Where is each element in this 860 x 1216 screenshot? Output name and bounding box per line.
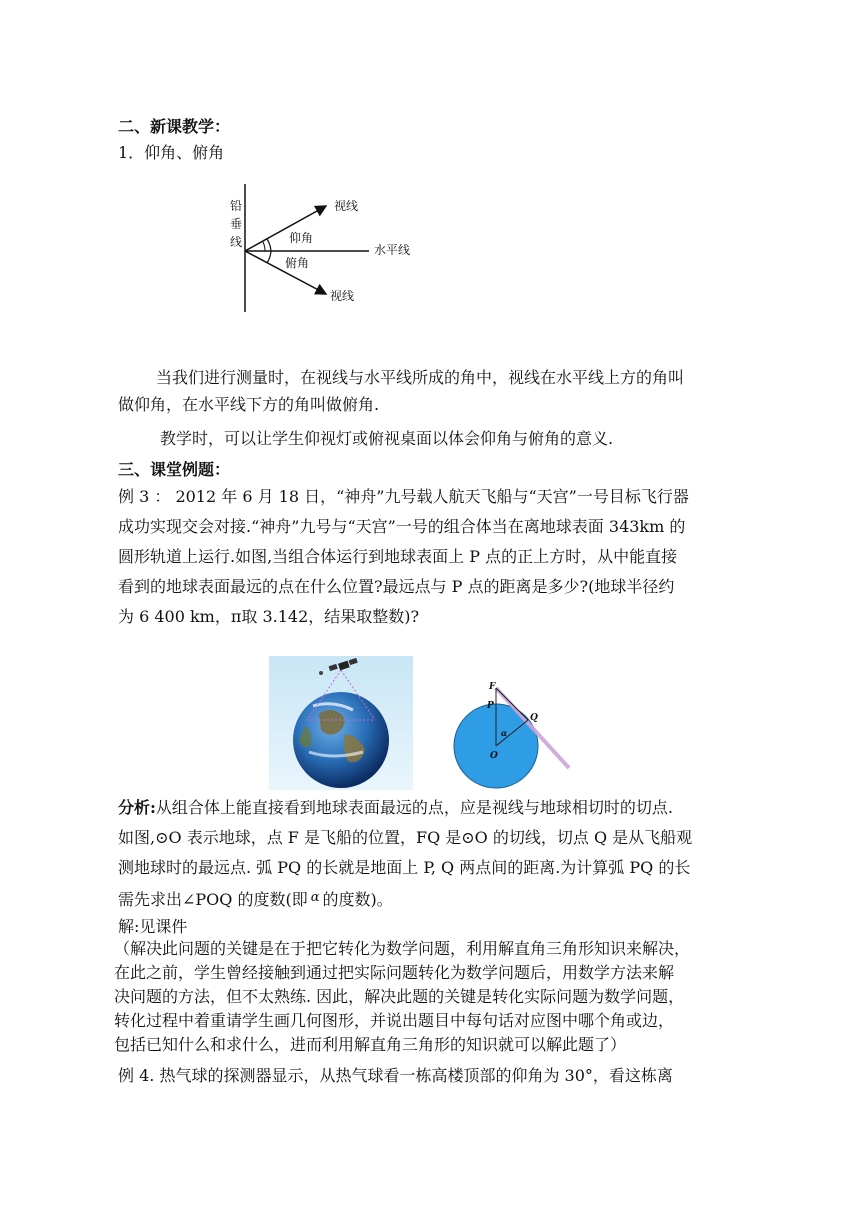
definition-line-2: 做仰角，在水平线下方的角叫做俯角. bbox=[118, 395, 380, 414]
alpha-label: α bbox=[501, 728, 508, 738]
section-heading-new-lesson: 二、新课教学： bbox=[118, 117, 231, 136]
point-Q-label: Q bbox=[530, 713, 538, 723]
commentary-line-4: 转化过程中着重请学生画几何图形，并说出题目中每句话对应图中哪个角或边， bbox=[114, 1011, 675, 1030]
definition-line-1: 当我们进行测量时，在视线与水平线所成的角中，视线在水平线上方的角叫 bbox=[156, 368, 685, 387]
analysis-line-1 bbox=[118, 793, 738, 823]
earth-satellite-image bbox=[269, 656, 413, 790]
horizontal-label: 水平线 bbox=[374, 243, 411, 257]
point-O-label: O bbox=[490, 751, 498, 761]
example-4: 例 4. 热气球的探测器显示，从热气球看一栋高楼顶部的仰角为 30°，看这栋离 bbox=[118, 1066, 673, 1085]
example-3-line-5: 为 6 400 km，π取 3.142，结果取整数)? bbox=[118, 607, 420, 626]
example-3 bbox=[118, 482, 738, 632]
elevation-arc bbox=[267, 239, 271, 251]
commentary-line-2: 在此之前，学生曾经接触到通过把实际问题转化为数学问题后，用数学方法来解 bbox=[114, 963, 675, 982]
depression-arc bbox=[267, 251, 271, 263]
elevation-depression-diagram bbox=[226, 182, 426, 314]
example-3-line-4: 看到的地球表面最远的点在什么位置?最远点与 P 点的距离是多少?(地球半径约 bbox=[118, 577, 675, 596]
teaching-note: 教学时，可以让学生仰视灯或俯视桌面以体会仰角与俯角的意义. bbox=[160, 429, 614, 448]
analysis-text-4b: 的度数)。 bbox=[322, 890, 393, 909]
example-3-line-3: 圆形轨道上运行.如图,当组合体运行到地球表面上 P 点的正上方时，从中能直接 bbox=[118, 547, 678, 566]
sightline-top-label: 视线 bbox=[334, 199, 359, 213]
analysis-line-4 bbox=[118, 883, 738, 915]
analysis-line-3: 测地球时的最远点. 弧 PQ 的长就是地面上 P, Q 两点间的距离.为计算弧 PQ 的长 bbox=[118, 858, 691, 877]
example-3-line-1: 例 3 ： 2012 年 6 月 18 日，“神舟”九号载人航天飞船与“天宫”一号目标飞行器 bbox=[118, 487, 689, 506]
vertical-label-2: 垂 bbox=[230, 217, 243, 231]
commentary-line-3: 决问题的方法，但不太熟练. 因此，解决此题的关键是转化实际问题为数学问题， bbox=[114, 987, 685, 1006]
analysis bbox=[118, 793, 738, 915]
point-F-label: F bbox=[489, 682, 496, 692]
analysis-text-1: 从组合体上能直接看到地球表面最远的点，应是视线与地球相切时的切点. bbox=[155, 798, 674, 817]
depression-label: 俯角 bbox=[285, 256, 310, 270]
item-elevation-depression: 1．仰角、俯角 bbox=[118, 143, 225, 162]
elevation-label: 仰角 bbox=[289, 231, 314, 245]
analysis-label: 分析: bbox=[118, 798, 156, 817]
analysis-text-4a: 需先求出∠POQ 的度数(即 bbox=[118, 890, 308, 909]
commentary-line-5: 包括已知什么和求什么，进而利用解直角三角形的知识就可以解此题了） bbox=[114, 1035, 627, 1054]
satellite-icon bbox=[319, 658, 358, 675]
point-P-label: P bbox=[487, 701, 494, 711]
alpha-symbol: α bbox=[310, 890, 320, 905]
sightline-bottom-label: 视线 bbox=[330, 289, 355, 303]
commentary-line-1: （解决此问题的关键是在于把它转化为数学问题，利用解直角三角形知识来解决， bbox=[114, 939, 691, 958]
vertical-label-1: 铅 bbox=[230, 199, 243, 213]
teaching-commentary bbox=[114, 937, 734, 1057]
vertical-label-3: 线 bbox=[230, 235, 243, 249]
example-3-line-2: 成功实现交会对接.“神舟”九号与“天宫”一号的组合体当在离地球表面 343km 的 bbox=[118, 517, 686, 536]
tangent-circle-diagram bbox=[446, 676, 576, 796]
section-heading-examples: 三、课堂例题： bbox=[118, 460, 231, 479]
sightline-upper bbox=[245, 206, 326, 251]
solution-line: 解:见课件 bbox=[118, 917, 188, 936]
analysis-line-2: 如图,⊙O 表示地球，点 F 是飞船的位置，FQ 是⊙O 的切线，切点 Q 是从飞船观 bbox=[118, 828, 693, 847]
